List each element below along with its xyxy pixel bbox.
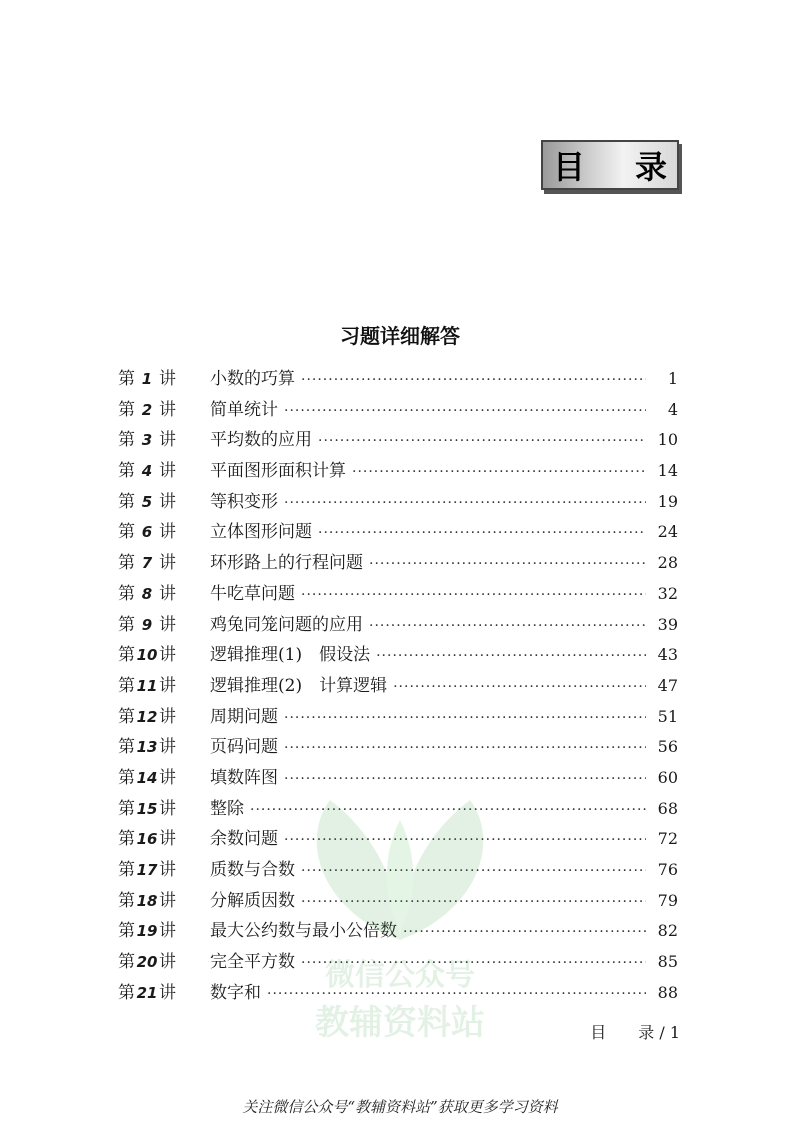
- lesson-prefix: 第: [118, 890, 135, 911]
- lesson-number: 4: [141, 462, 153, 481]
- footer-label: 目 录: [590, 1023, 655, 1042]
- dot-leader: [301, 894, 646, 910]
- lesson-topic: 牛吃草问题: [210, 583, 295, 604]
- toc-row: [118, 548, 678, 579]
- lesson-page: 39: [657, 614, 678, 634]
- dot-leader: [318, 433, 646, 449]
- watermark-line2: 教辅资料站: [315, 1003, 485, 1043]
- lesson-topic: 平均数的应用: [210, 430, 312, 451]
- title-char-left: 目: [553, 148, 586, 186]
- lesson-page: 10: [657, 430, 678, 450]
- lesson-topic: 立体图形问题: [210, 522, 312, 543]
- dot-leader: [284, 403, 646, 419]
- lesson-page: 19: [657, 491, 678, 511]
- lesson-topic: 数字和: [210, 982, 261, 1003]
- lesson-number: 9: [141, 615, 153, 634]
- lesson-label: [118, 702, 210, 727]
- lesson-page: 72: [657, 829, 678, 849]
- lesson-topic: 逻辑推理(2) 计算逻辑: [210, 675, 388, 696]
- lesson-number: 7: [141, 554, 153, 573]
- lesson-page: 51: [657, 706, 678, 726]
- footer-page-number: 1: [669, 1023, 680, 1042]
- lesson-label: [118, 548, 210, 573]
- toc-row: [118, 916, 678, 947]
- toc-row: [118, 579, 678, 610]
- toc-row: [118, 947, 678, 978]
- toc-row: [118, 671, 678, 702]
- lesson-topic: 周期问题: [210, 706, 278, 727]
- lesson-suffix: 讲: [159, 522, 176, 543]
- lesson-topic: 环形路上的行程问题: [210, 553, 363, 574]
- lesson-page: 32: [657, 583, 678, 603]
- lesson-suffix: 讲: [159, 553, 176, 574]
- toc-list: [118, 364, 678, 1008]
- toc-row: [118, 794, 678, 825]
- dot-leader: [301, 955, 646, 971]
- lesson-label: [118, 824, 210, 849]
- lesson-topic: 等积变形: [210, 491, 278, 512]
- dot-leader: [284, 832, 646, 848]
- toc-row: [118, 610, 678, 641]
- toc-row: [118, 732, 678, 763]
- lesson-topic: 整除: [210, 798, 244, 819]
- dot-leader: [369, 618, 646, 634]
- dot-leader: [284, 740, 646, 756]
- lesson-page: 56: [657, 737, 678, 757]
- lesson-prefix: 第: [118, 461, 135, 482]
- lesson-suffix: 讲: [159, 675, 176, 696]
- lesson-number: 5: [141, 492, 153, 511]
- lesson-prefix: 第: [118, 491, 135, 512]
- lesson-label: [118, 916, 210, 941]
- lesson-label: [118, 794, 210, 819]
- lesson-suffix: 讲: [159, 890, 176, 911]
- lesson-suffix: 讲: [159, 461, 176, 482]
- lesson-suffix: 讲: [159, 737, 176, 758]
- dot-leader: [301, 372, 646, 388]
- lesson-suffix: 讲: [159, 614, 176, 635]
- lesson-prefix: 第: [118, 553, 135, 574]
- lesson-prefix: 第: [118, 675, 135, 696]
- lesson-page: 60: [657, 767, 678, 787]
- footer-page-label: [590, 1020, 680, 1043]
- lesson-number: 15: [136, 799, 158, 818]
- toc-title-box: [541, 140, 679, 190]
- lesson-suffix: 讲: [159, 767, 176, 788]
- toc-row: [118, 364, 678, 395]
- lesson-page: 14: [657, 461, 678, 481]
- lesson-suffix: 讲: [159, 491, 176, 512]
- lesson-number: 2: [141, 400, 153, 419]
- lesson-suffix: 讲: [159, 860, 176, 880]
- toc-row: [118, 517, 678, 548]
- toc-row: [118, 978, 678, 1009]
- lesson-topic: 最大公约数与最小公倍数: [210, 921, 397, 942]
- lesson-number: 19: [136, 922, 158, 941]
- toc-row: [118, 886, 678, 917]
- toc-row: [118, 425, 678, 456]
- watermark-line1: 微信公众号: [325, 958, 475, 993]
- lesson-page: 85: [657, 952, 678, 972]
- lesson-suffix: 讲: [159, 921, 176, 942]
- lesson-page: 88: [657, 982, 678, 1002]
- lesson-topic: 质数与合数: [210, 860, 295, 880]
- lesson-page: 68: [657, 798, 678, 818]
- lesson-topic: 页码问题: [210, 737, 278, 758]
- lesson-label: [118, 610, 210, 635]
- lesson-label: [118, 517, 210, 542]
- dot-leader: [301, 863, 646, 879]
- toc-row: [118, 395, 678, 426]
- dot-leader: [403, 924, 646, 940]
- lesson-prefix: 第: [118, 952, 135, 973]
- lesson-suffix: 讲: [159, 369, 176, 389]
- lesson-page: 82: [657, 921, 678, 941]
- lesson-label: [118, 855, 210, 880]
- lesson-page: 28: [657, 553, 678, 573]
- lesson-page: 47: [657, 675, 678, 695]
- lesson-page: 4: [667, 399, 678, 419]
- lesson-number: 20: [136, 953, 158, 972]
- lesson-page: 79: [657, 890, 678, 910]
- lesson-suffix: 讲: [159, 399, 176, 420]
- lesson-label: [118, 671, 210, 696]
- dot-leader: [301, 587, 646, 603]
- toc-row: [118, 855, 678, 886]
- toc-row: [118, 824, 678, 855]
- lesson-label: [118, 395, 210, 420]
- lesson-label: [118, 456, 210, 481]
- toc-row: [118, 487, 678, 518]
- dot-leader: [318, 525, 646, 541]
- lesson-topic: 填数阵图: [210, 767, 278, 788]
- lesson-suffix: 讲: [159, 952, 176, 973]
- lesson-suffix: 讲: [159, 982, 176, 1003]
- lesson-suffix: 讲: [159, 706, 176, 727]
- lesson-prefix: 第: [118, 798, 135, 819]
- lesson-label: [118, 364, 210, 389]
- dot-leader: [369, 556, 646, 572]
- lesson-prefix: 第: [118, 982, 135, 1003]
- lesson-prefix: 第: [118, 767, 135, 788]
- lesson-prefix: 第: [118, 921, 135, 942]
- lesson-prefix: 第: [118, 369, 135, 389]
- lesson-suffix: 讲: [159, 430, 176, 451]
- lesson-number: 11: [136, 676, 158, 695]
- lesson-number: 18: [136, 891, 158, 910]
- lesson-label: [118, 886, 210, 911]
- toc-row: [118, 456, 678, 487]
- lesson-prefix: 第: [118, 737, 135, 758]
- lesson-page: 43: [657, 645, 678, 665]
- lesson-number: 1: [141, 370, 153, 388]
- lesson-label: [118, 579, 210, 604]
- lesson-topic: 平面图形面积计算: [210, 461, 346, 482]
- section-title: 习题详细解答: [340, 324, 460, 348]
- lesson-number: 3: [141, 431, 153, 450]
- bottom-note: 关注微信公众号“教辅资料站”获取更多学习资料: [242, 1098, 558, 1116]
- lesson-number: 17: [136, 861, 158, 879]
- lesson-label: [118, 978, 210, 1003]
- lesson-number: 12: [136, 707, 158, 726]
- dot-leader: [393, 679, 646, 695]
- lesson-prefix: 第: [118, 522, 135, 543]
- title-char-right: 录: [634, 148, 667, 186]
- lesson-suffix: 讲: [159, 645, 176, 666]
- lesson-number: 10: [136, 646, 158, 665]
- lesson-prefix: 第: [118, 614, 135, 635]
- lesson-suffix: 讲: [159, 583, 176, 604]
- lesson-prefix: 第: [118, 829, 135, 850]
- lesson-page: 1: [667, 369, 678, 388]
- dot-leader: [352, 464, 646, 480]
- lesson-topic: 鸡兔同笼问题的应用: [210, 614, 363, 635]
- lesson-page: 24: [657, 522, 678, 542]
- lesson-prefix: 第: [118, 399, 135, 420]
- dot-leader: [376, 648, 646, 664]
- lesson-number: 14: [136, 768, 158, 787]
- footer-separator: /: [659, 1023, 665, 1042]
- lesson-page: 76: [657, 860, 678, 879]
- lesson-number: 8: [141, 584, 153, 603]
- lesson-prefix: 第: [118, 583, 135, 604]
- lesson-label: [118, 732, 210, 757]
- lesson-prefix: 第: [118, 860, 135, 880]
- lesson-label: [118, 640, 210, 665]
- lesson-topic: 简单统计: [210, 399, 278, 420]
- lesson-number: 21: [136, 983, 158, 1002]
- lesson-prefix: 第: [118, 706, 135, 727]
- lesson-label: [118, 487, 210, 512]
- lesson-label: [118, 425, 210, 450]
- lesson-topic: 分解质因数: [210, 890, 295, 911]
- lesson-suffix: 讲: [159, 829, 176, 850]
- lesson-label: [118, 947, 210, 972]
- dot-leader: [267, 986, 646, 1002]
- lesson-topic: 逻辑推理(1) 假设法: [210, 645, 371, 666]
- toc-row: [118, 640, 678, 671]
- lesson-topic: 完全平方数: [210, 952, 295, 973]
- lesson-label: [118, 763, 210, 788]
- dot-leader: [284, 710, 646, 726]
- lesson-number: 16: [136, 830, 158, 849]
- lesson-topic: 小数的巧算: [210, 369, 295, 389]
- dot-leader: [284, 495, 646, 511]
- lesson-prefix: 第: [118, 430, 135, 451]
- toc-row: [118, 702, 678, 733]
- lesson-suffix: 讲: [159, 798, 176, 819]
- lesson-prefix: 第: [118, 645, 135, 666]
- lesson-topic: 余数问题: [210, 829, 278, 850]
- lesson-number: 6: [141, 523, 153, 542]
- dot-leader: [284, 771, 646, 787]
- toc-row: [118, 763, 678, 794]
- dot-leader: [250, 802, 646, 818]
- lesson-number: 13: [136, 738, 158, 757]
